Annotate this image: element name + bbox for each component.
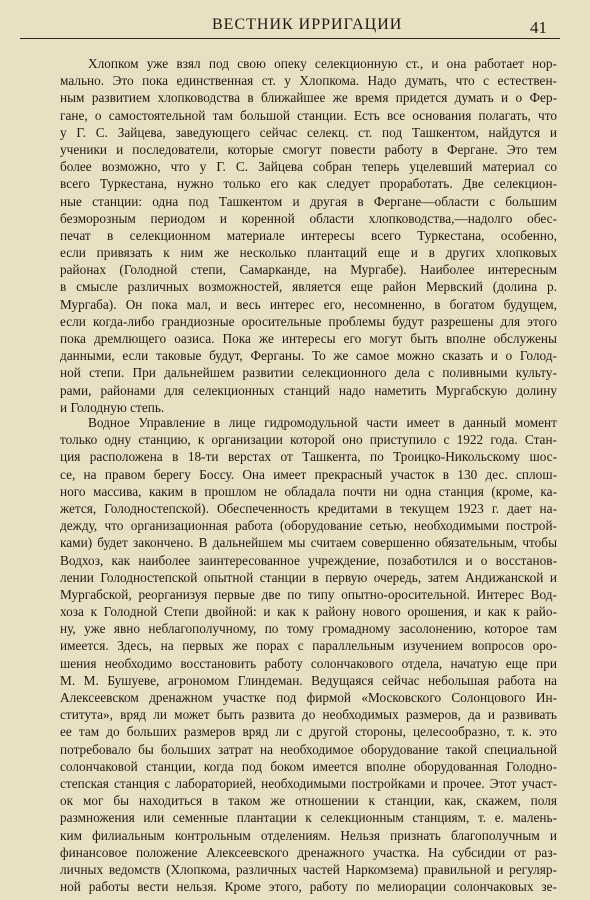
page-number: 41 — [530, 18, 547, 37]
text-line: жется, Голодностепской). Обеспеченность кредитами в текущем 1923 г. дает на- — [60, 500, 557, 516]
text-line: пока дремлющего оазиса. Пока же интересы его могут быть вполне обслужены — [60, 331, 557, 346]
text-line: ками) будет закончено. В дальнейшем мы считаем совершенно обязательным, чтобы — [60, 535, 557, 551]
text-line: дежду, что организационная работа (оборудование сетью, необходимыми построй- — [60, 518, 557, 534]
header-rule — [20, 38, 560, 39]
text-line: лении Голодностепской опытной станции в первую очередь, затем Андижанской и — [60, 569, 557, 585]
text-line: степская станция с лабораторией, необходимыми постройками и прочее. Этот участ- — [60, 775, 557, 791]
text-line: печат в селекционном материале интересы всего Туркестана, особенно, — [60, 227, 557, 243]
text-line: ким филиальным контрольным отделениям. Нельзя признать благополучным и — [60, 827, 557, 843]
text-line: Водное Управление в лице гидромодульной части имеет в данный момент — [88, 415, 557, 430]
text-line: Водхоз, как наиболее заинтересованное учреждение, позаботился и о восстанов- — [60, 552, 557, 568]
text-line: ной работы вести нельзя. Кроме этого, работу по мелиорации солончаковых зе- — [60, 879, 557, 895]
text-line: имеется. Здесь, на первых же порах с параллельным изучением вопросов оро- — [60, 638, 557, 654]
running-header: ВЕСТНИК ИРРИГАЦИИ — [212, 16, 403, 33]
text-line: се, на правом берегу Боссу. Она имеет прекрасный участок в 130 дес. сплош- — [60, 466, 557, 482]
text-line: финансовое положение Алексеевского дренажного участка. На субсидии от раз- — [60, 844, 557, 860]
text-line: ной степи. При дальнейшем развитии селекционного дела с поливными культу- — [60, 365, 557, 381]
text-line: Хлопком уже взял под свою опеку селекционную ст., и она работает нор- — [88, 56, 557, 71]
text-line: районах (Голодной степи, Самарканде, на Мургабе). Наиболее интересным — [60, 262, 557, 278]
text-line: мально. Это пока единственная ст. у Хлопкома. Надо думать, что с естествен- — [60, 73, 557, 89]
text-line: и Голодную степь. — [60, 399, 165, 415]
text-line: солончаковой станции, когда под боком имеется вполне оборудованная Голодно- — [60, 758, 557, 774]
text-line: М. М. Бушуеве, агрономом Глиндеман. Ведущаяся сейчас небольшая работа на — [60, 672, 557, 688]
text-line: ным развитием хлопководства в ближайшее же время придется думать и о Фер- — [60, 90, 557, 106]
paragraph-water-administration — [60, 414, 557, 895]
text-line: ок мог бы находиться в таком же отношении к станции, как, скажем, поля — [60, 793, 557, 809]
text-line: ция расположена в 18-ти верстах от Ташкента, по Троицко-Никольскому шос- — [60, 449, 557, 465]
text-line: ного массива, каким в прошлом не обладала почти ни одна станция (кроме, ка- — [60, 483, 557, 499]
text-line: Мургаба). Он пока мал, и весь интерес его, несомненно, в богатом будущем, — [60, 296, 557, 312]
text-line: ее там до больших размеров вряд ли с другой стороны, целесообразно, т. к. это — [60, 724, 557, 740]
text-line: хоза к Голодной Степи двойной: и как к району нового орошения, и как к райо- — [60, 604, 557, 620]
text-line: ну, уже явно неблагополучному, по тому громадному засолонению, которое там — [60, 621, 557, 637]
text-line: более возможно, что у Г. С. Зайцева собран теперь уцелевший материал со — [60, 159, 557, 175]
text-line: размножения или семенные плантации к селекционным станциям, т. е. малень- — [60, 810, 557, 826]
paragraph-cotton-selection — [60, 55, 557, 416]
text-line: если привязать к ним же несколько плантаций еще и в других хлопковых — [60, 245, 557, 261]
text-line: Мургабской, реорганизуя первые две по типу опытно-оросительной. Интерес Вод- — [60, 586, 557, 602]
text-line: личных ведомств (Хлопкома, различных частей Наркомзема) правильной и регуляр- — [60, 861, 557, 877]
text-line: всего Туркестана, нужно только его как следует проработать. Две селекцион- — [60, 176, 557, 192]
text-line: данными, если таковые будут, Ферганы. То же самое можно сказать и о Голод- — [60, 348, 557, 364]
text-line: если когда-либо грандиозные оросительные проблемы будут разрешены для этого — [60, 313, 557, 329]
text-line: шения необходимо восстановить работу солончакового отдела, начатую еще при — [60, 655, 557, 671]
text-line: только одну станцию, к организации которой оно приступило с 1922 года. Стан- — [60, 432, 557, 448]
text-line: Алексеевском дренажном участке под фирмой «Московского Солонцового Ин- — [60, 690, 557, 705]
text-line: у Г. С. Зайцева, заведующего сейчас селекц. ст. под Ташкентом, найдутся и — [60, 124, 557, 140]
text-line: ученики и последователи, которые смогут повести работу в Фергане. Это тем — [60, 141, 557, 157]
text-line: рами, районами для селекционных станций надо наметить Мургабскую долину — [60, 382, 557, 398]
text-line: в смысле различных возможностей, является еще район Мервский (долина р. — [60, 279, 557, 295]
text-line: гане, о самостоятельной там большой станции. Есть все основания полагать, что — [60, 107, 557, 123]
text-line: потребовало бы больших затрат на необходимое оборудование такой специальной — [60, 741, 557, 757]
text-line: ные станции: одна под Ташкентом и другая в Фергане—области с большим — [60, 193, 557, 209]
text-line: безморозным периодом и коренной области хлопководства,—надолго обес- — [60, 210, 557, 226]
text-line: ститута», вряд ли может быть развита до необходимых размеров, да и развивать — [60, 707, 557, 723]
